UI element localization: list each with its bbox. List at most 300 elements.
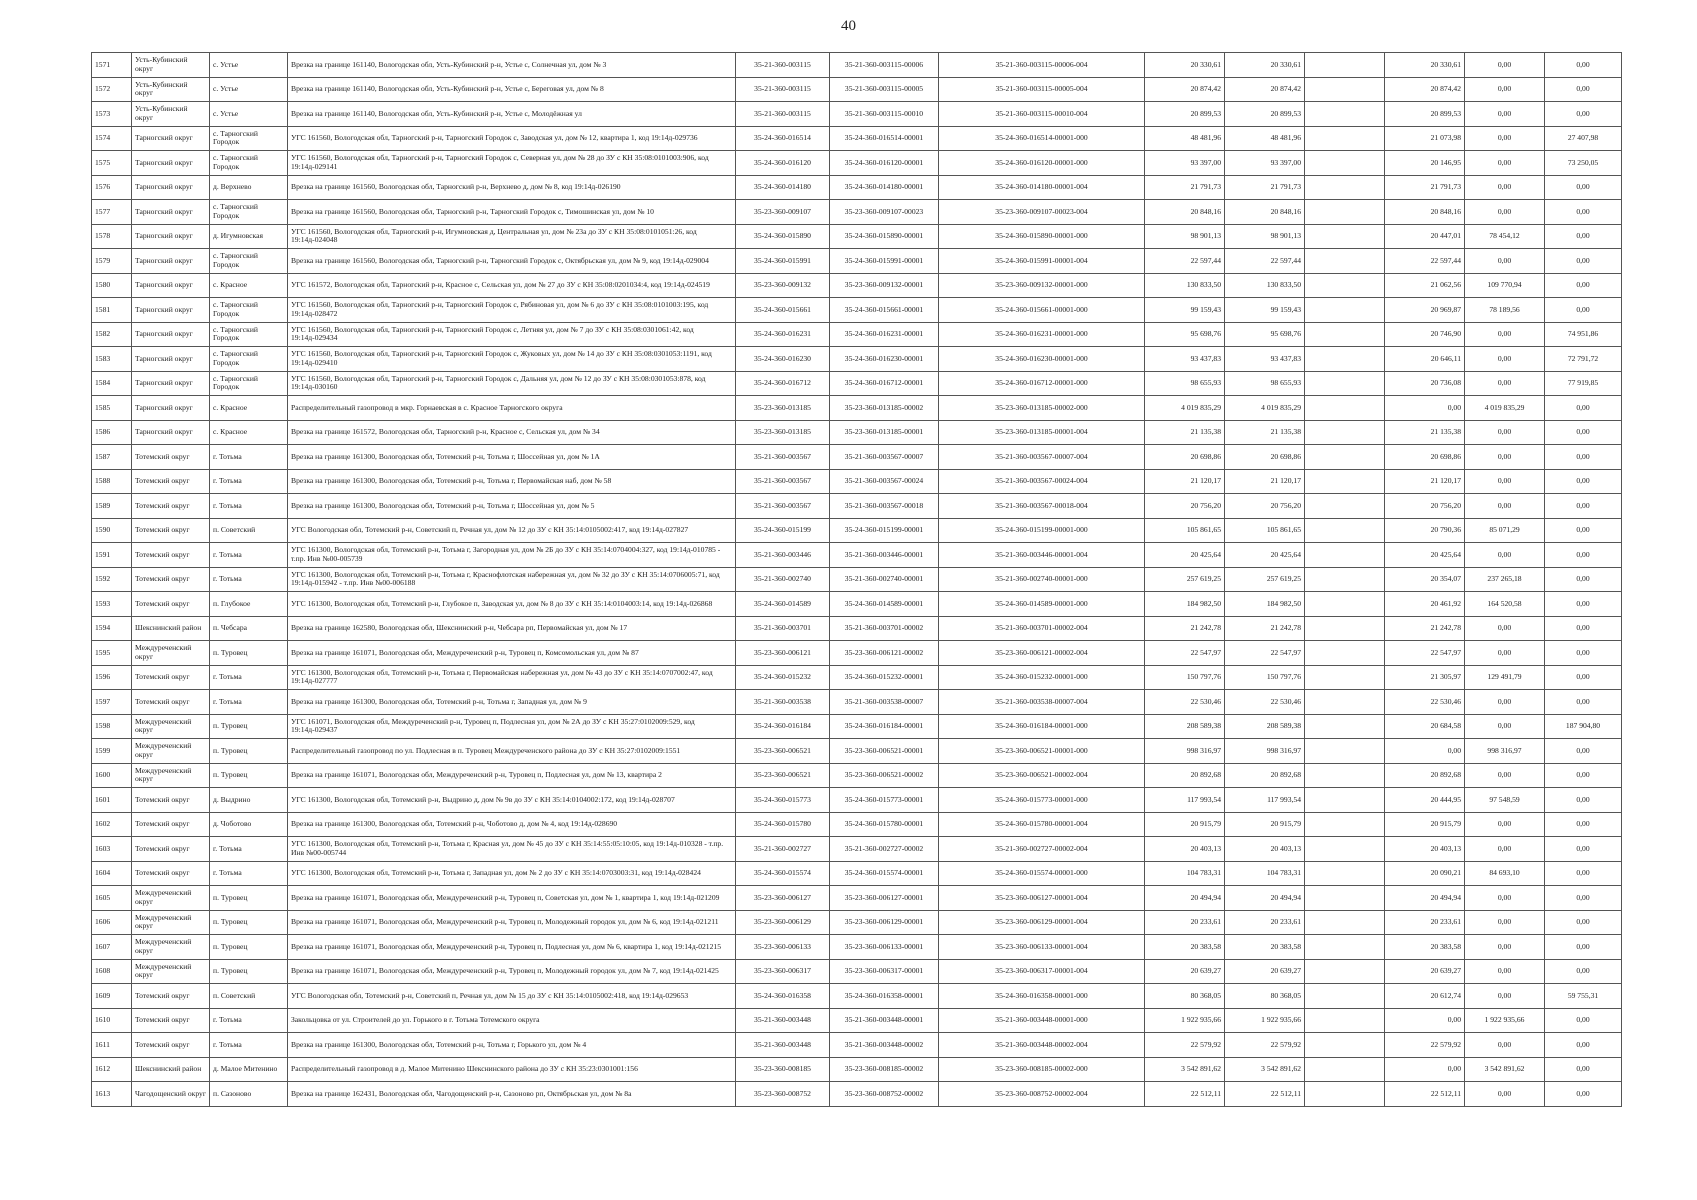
cost-part-b-cell: 0,00 [1465, 445, 1545, 470]
object-description-cell: УГС 161560, Вологодская обл, Тарногский р-н, Тарногский Городок с, Заводская ул, дом № 12, квартира 1, код 19:14д-029736 [288, 126, 736, 151]
cost-part-a-cell: 21 242,78 [1385, 616, 1465, 641]
element-code-cell: 35-24-360-015780-00001-004 [939, 812, 1145, 837]
element-code-cell: 35-24-360-016230-00001-000 [939, 347, 1145, 372]
element-code-cell: 35-24-360-014589-00001-000 [939, 592, 1145, 617]
cost-part-a-cell: 20 684,58 [1385, 714, 1465, 739]
cost-total-cell: 3 542 891,62 [1145, 1057, 1225, 1082]
settlement-cell: г. Тотьма [210, 543, 288, 568]
element-code-cell: 35-24-360-016514-00001-000 [939, 126, 1145, 151]
row-number-cell: 1588 [92, 469, 132, 494]
object-code-cell: 35-24-360-015199-00001 [830, 518, 939, 543]
element-code-cell: 35-21-360-003701-00002-004 [939, 616, 1145, 641]
object-description-cell: Врезка на границе 161071, Вологодская обл, Междуреченский р-н, Туровец п, Молодежный городок ул, дом № 6, код 19:14д-021211 [288, 910, 736, 935]
object-description-cell: УГС 161560, Вологодская обл, Тарногский р-н, Тарногский Городок с, Рябиновая ул, дом № 6 до ЗУ с КН 35:08:0101003:195, код 19:14д-028472 [288, 298, 736, 323]
district-cell: Тотемский округ [132, 567, 210, 592]
cost-total-cell: 1 922 935,66 [1145, 1008, 1225, 1033]
empty-cell-cell [1305, 347, 1385, 372]
table-row [92, 445, 1622, 470]
object-code-cell: 35-24-360-016120-00001 [830, 151, 939, 176]
element-code-cell: 35-23-360-006521-00001-000 [939, 739, 1145, 764]
row-number-cell: 1610 [92, 1008, 132, 1033]
object-code-cell: 35-21-360-003448-00001 [830, 1008, 939, 1033]
table-row [92, 935, 1622, 960]
object-code-cell: 35-24-360-015773-00001 [830, 788, 939, 813]
row-number-cell: 1571 [92, 53, 132, 78]
settlement-cell: с. Тарногский Городок [210, 298, 288, 323]
cost-part-a-cell: 20 915,79 [1385, 812, 1465, 837]
group-code-cell: 35-21-360-003115 [736, 53, 830, 78]
cost-with-vat-cell: 104 783,31 [1225, 861, 1305, 886]
group-code-cell: 35-21-360-003115 [736, 77, 830, 102]
cost-part-a-cell: 21 062,56 [1385, 273, 1465, 298]
element-code-cell: 35-24-360-015232-00001-000 [939, 665, 1145, 690]
cost-part-c-cell: 0,00 [1545, 494, 1622, 519]
settlement-cell: с. Тарногский Городок [210, 371, 288, 396]
settlement-cell: г. Тотьма [210, 665, 288, 690]
object-code-cell: 35-23-360-006317-00001 [830, 959, 939, 984]
cost-part-c-cell: 0,00 [1545, 77, 1622, 102]
element-code-cell: 35-21-360-003448-00001-000 [939, 1008, 1145, 1033]
district-cell: Тарногский округ [132, 175, 210, 200]
row-number-cell: 1582 [92, 322, 132, 347]
element-code-cell: 35-24-360-015773-00001-000 [939, 788, 1145, 813]
cost-total-cell: 130 833,50 [1145, 273, 1225, 298]
empty-cell-cell [1305, 249, 1385, 274]
object-description-cell: Распределительный газопровод по ул. Подлесная в п. Туровец Междуреченского района до ЗУ с КН 35:27:0102009:1551 [288, 739, 736, 764]
empty-cell-cell [1305, 788, 1385, 813]
district-cell: Шекснинский район [132, 1057, 210, 1082]
cost-part-a-cell: 20 899,53 [1385, 102, 1465, 127]
district-cell: Междуреченский округ [132, 763, 210, 788]
settlement-cell: п. Туровец [210, 886, 288, 911]
cost-total-cell: 20 698,86 [1145, 445, 1225, 470]
empty-cell-cell [1305, 469, 1385, 494]
cost-part-b-cell: 998 316,97 [1465, 739, 1545, 764]
empty-cell-cell [1305, 151, 1385, 176]
cost-total-cell: 22 547,97 [1145, 641, 1225, 666]
settlement-cell: г. Тотьма [210, 494, 288, 519]
object-description-cell: УГС 161560, Вологодская обл, Тарногский р-н, Тарногский Городок с, Дальняя ул, дом № 12 до ЗУ с КН 35:08:0301053:878, код 19:14д-030160 [288, 371, 736, 396]
table-row [92, 1057, 1622, 1082]
table-row [92, 567, 1622, 592]
cost-total-cell: 21 120,17 [1145, 469, 1225, 494]
table-row [92, 1082, 1622, 1107]
element-code-cell: 35-21-360-003567-00018-004 [939, 494, 1145, 519]
table-row [92, 592, 1622, 617]
element-code-cell: 35-23-360-008185-00002-000 [939, 1057, 1145, 1082]
cost-part-c-cell: 0,00 [1545, 910, 1622, 935]
cost-total-cell: 117 993,54 [1145, 788, 1225, 813]
object-code-cell: 35-23-360-009132-00001 [830, 273, 939, 298]
cost-part-b-cell: 0,00 [1465, 910, 1545, 935]
cost-part-b-cell: 0,00 [1465, 322, 1545, 347]
row-number-cell: 1590 [92, 518, 132, 543]
group-code-cell: 35-24-360-016514 [736, 126, 830, 151]
district-cell: Тарногский округ [132, 347, 210, 372]
group-code-cell: 35-24-360-016120 [736, 151, 830, 176]
object-description-cell: УГС 161300, Вологодская обл, Тотемский р-н, Глубокое п, Заводская ул, дом № 8 до ЗУ с КН 35:14:0104003:14, код 19:14д-026868 [288, 592, 736, 617]
cost-part-c-cell: 0,00 [1545, 200, 1622, 225]
element-code-cell: 35-23-360-006521-00002-004 [939, 763, 1145, 788]
cost-with-vat-cell: 1 922 935,66 [1225, 1008, 1305, 1033]
cost-with-vat-cell: 184 982,50 [1225, 592, 1305, 617]
object-description-cell: Врезка на границе 161300, Вологодская обл, Тотемский р-н, Тотьма г, Шоссейная ул, дом № 1А [288, 445, 736, 470]
empty-cell-cell [1305, 445, 1385, 470]
group-code-cell: 35-23-360-006129 [736, 910, 830, 935]
cost-part-a-cell: 20 403,13 [1385, 837, 1465, 862]
group-code-cell: 35-23-360-006521 [736, 763, 830, 788]
empty-cell-cell [1305, 1082, 1385, 1107]
group-code-cell: 35-24-360-016358 [736, 984, 830, 1009]
element-code-cell: 35-24-360-015199-00001-000 [939, 518, 1145, 543]
group-code-cell: 35-23-360-013185 [736, 420, 830, 445]
table-row [92, 273, 1622, 298]
page-number: 40 [841, 18, 856, 34]
district-cell: Тотемский округ [132, 665, 210, 690]
group-code-cell: 35-24-360-015890 [736, 224, 830, 249]
cost-part-a-cell: 22 530,46 [1385, 690, 1465, 715]
cost-with-vat-cell: 21 135,38 [1225, 420, 1305, 445]
cost-part-a-cell: 0,00 [1385, 1057, 1465, 1082]
element-code-cell: 35-21-360-003115-00005-004 [939, 77, 1145, 102]
cost-with-vat-cell: 20 383,58 [1225, 935, 1305, 960]
cost-part-c-cell: 0,00 [1545, 690, 1622, 715]
object-code-cell: 35-21-360-002727-00002 [830, 837, 939, 862]
group-code-cell: 35-24-360-015574 [736, 861, 830, 886]
object-code-cell: 35-21-360-003446-00001 [830, 543, 939, 568]
cost-part-c-cell: 0,00 [1545, 739, 1622, 764]
table-row [92, 371, 1622, 396]
district-cell: Тарногский округ [132, 322, 210, 347]
settlement-cell: п. Туровец [210, 739, 288, 764]
cost-part-c-cell: 0,00 [1545, 543, 1622, 568]
element-code-cell: 35-23-360-008752-00002-004 [939, 1082, 1145, 1107]
table-row [92, 396, 1622, 421]
cost-total-cell: 20 874,42 [1145, 77, 1225, 102]
table-row [92, 224, 1622, 249]
cost-part-c-cell: 0,00 [1545, 665, 1622, 690]
cost-total-cell: 93 397,00 [1145, 151, 1225, 176]
settlement-cell: п. Туровец [210, 910, 288, 935]
cost-part-b-cell: 0,00 [1465, 984, 1545, 1009]
district-cell: Тарногский округ [132, 273, 210, 298]
cost-total-cell: 105 861,65 [1145, 518, 1225, 543]
empty-cell-cell [1305, 984, 1385, 1009]
object-description-cell: Врезка на границе 161300, Вологодская обл, Тотемский р-н, Тотьма г, Шоссейная ул, дом № 5 [288, 494, 736, 519]
district-cell: Междуреченский округ [132, 935, 210, 960]
object-code-cell: 35-21-360-003115-00010 [830, 102, 939, 127]
table-row [92, 518, 1622, 543]
cost-total-cell: 257 619,25 [1145, 567, 1225, 592]
district-cell: Междуреченский округ [132, 641, 210, 666]
row-number-cell: 1581 [92, 298, 132, 323]
empty-cell-cell [1305, 1033, 1385, 1058]
settlement-cell: с. Тарногский Городок [210, 249, 288, 274]
row-number-cell: 1592 [92, 567, 132, 592]
table-row [92, 151, 1622, 176]
cost-total-cell: 99 159,43 [1145, 298, 1225, 323]
object-description-cell: УГС 161300, Вологодская обл, Тотемский р-н, Выдрино д, дом № 9в до ЗУ с КН 35:14:0104002:172, код 19:14д-028707 [288, 788, 736, 813]
cost-with-vat-cell: 20 425,64 [1225, 543, 1305, 568]
cost-total-cell: 184 982,50 [1145, 592, 1225, 617]
object-description-cell: Врезка на границе 161560, Вологодская обл, Тарногский р-н, Тарногский Городок с, Тимошинская ул, дом № 10 [288, 200, 736, 225]
cost-total-cell: 21 791,73 [1145, 175, 1225, 200]
district-cell: Тотемский округ [132, 861, 210, 886]
settlement-cell: п. Туровец [210, 959, 288, 984]
cost-part-b-cell: 0,00 [1465, 935, 1545, 960]
cost-part-c-cell: 0,00 [1545, 616, 1622, 641]
empty-cell-cell [1305, 861, 1385, 886]
element-code-cell: 35-23-360-009132-00001-000 [939, 273, 1145, 298]
cost-part-b-cell: 0,00 [1465, 690, 1545, 715]
cost-part-c-cell: 0,00 [1545, 763, 1622, 788]
group-code-cell: 35-21-360-003567 [736, 494, 830, 519]
object-code-cell: 35-24-360-016184-00001 [830, 714, 939, 739]
settlement-cell: с. Красное [210, 396, 288, 421]
district-cell: Тотемский округ [132, 494, 210, 519]
object-description-cell: УГС 161560, Вологодская обл, Тарногский р-н, Игумновская д, Центральная ул, дом № 23а до ЗУ с КН 35:08:0101051:26, код 19:14д-024048 [288, 224, 736, 249]
object-code-cell: 35-23-360-006133-00001 [830, 935, 939, 960]
element-code-cell: 35-24-360-016712-00001-000 [939, 371, 1145, 396]
row-number-cell: 1587 [92, 445, 132, 470]
cost-with-vat-cell: 22 547,97 [1225, 641, 1305, 666]
row-number-cell: 1589 [92, 494, 132, 519]
element-code-cell: 35-24-360-016120-00001-000 [939, 151, 1145, 176]
cost-part-a-cell: 20 639,27 [1385, 959, 1465, 984]
cost-part-b-cell: 129 491,79 [1465, 665, 1545, 690]
empty-cell-cell [1305, 175, 1385, 200]
cost-part-b-cell: 0,00 [1465, 1033, 1545, 1058]
row-number-cell: 1605 [92, 886, 132, 911]
group-code-cell: 35-24-360-015780 [736, 812, 830, 837]
object-code-cell: 35-24-360-016358-00001 [830, 984, 939, 1009]
cost-part-b-cell: 85 071,29 [1465, 518, 1545, 543]
cost-part-a-cell: 21 135,38 [1385, 420, 1465, 445]
district-cell: Тарногский округ [132, 249, 210, 274]
element-code-cell: 35-21-360-003115-00010-004 [939, 102, 1145, 127]
empty-cell-cell [1305, 53, 1385, 78]
cost-part-a-cell: 22 547,97 [1385, 641, 1465, 666]
empty-cell-cell [1305, 641, 1385, 666]
empty-cell-cell [1305, 298, 1385, 323]
cost-with-vat-cell: 117 993,54 [1225, 788, 1305, 813]
cost-part-a-cell: 20 090,21 [1385, 861, 1465, 886]
cost-total-cell: 20 639,27 [1145, 959, 1225, 984]
empty-cell-cell [1305, 1057, 1385, 1082]
cost-total-cell: 998 316,97 [1145, 739, 1225, 764]
cost-part-b-cell: 0,00 [1465, 543, 1545, 568]
cost-part-b-cell: 0,00 [1465, 714, 1545, 739]
table-row [92, 322, 1622, 347]
cost-part-c-cell: 0,00 [1545, 592, 1622, 617]
cost-part-c-cell: 0,00 [1545, 249, 1622, 274]
district-cell: Тарногский округ [132, 420, 210, 445]
empty-cell-cell [1305, 322, 1385, 347]
district-cell: Тарногский округ [132, 151, 210, 176]
object-description-cell: Врезка на границе 161071, Вологодская обл, Междуреченский р-н, Туровец п, Молодежный городок ул, дом № 7, код 19:14д-021425 [288, 959, 736, 984]
table-row [92, 739, 1622, 764]
object-description-cell: УГС 161572, Вологодская обл, Тарногский р-н, Красное с, Сельская ул, дом № 27 до ЗУ с КН 35:08:0201034:4, код 19:14д-024519 [288, 273, 736, 298]
cost-part-a-cell: 20 736,08 [1385, 371, 1465, 396]
group-code-cell: 35-23-360-006121 [736, 641, 830, 666]
row-number-cell: 1611 [92, 1033, 132, 1058]
group-code-cell: 35-24-360-016184 [736, 714, 830, 739]
object-code-cell: 35-21-360-003567-00024 [830, 469, 939, 494]
object-description-cell: Закольцовка от ул. Строителей до ул. Горького в г. Тотьма Тотемского округа [288, 1008, 736, 1033]
table-row [92, 1008, 1622, 1033]
empty-cell-cell [1305, 77, 1385, 102]
row-number-cell: 1593 [92, 592, 132, 617]
group-code-cell: 35-21-360-003115 [736, 102, 830, 127]
cost-part-b-cell: 78 189,56 [1465, 298, 1545, 323]
cost-part-a-cell: 20 383,58 [1385, 935, 1465, 960]
cost-part-a-cell: 21 120,17 [1385, 469, 1465, 494]
row-number-cell: 1574 [92, 126, 132, 151]
settlement-cell: с. Устье [210, 102, 288, 127]
group-code-cell: 35-21-360-002740 [736, 567, 830, 592]
cost-part-c-cell: 0,00 [1545, 1033, 1622, 1058]
table-row [92, 861, 1622, 886]
object-code-cell: 35-24-360-016230-00001 [830, 347, 939, 372]
object-description-cell: Врезка на границе 161572, Вологодская обл, Тарногский р-н, Красное с, Сельская ул, дом № 34 [288, 420, 736, 445]
row-number-cell: 1595 [92, 641, 132, 666]
cost-with-vat-cell: 93 397,00 [1225, 151, 1305, 176]
row-number-cell: 1579 [92, 249, 132, 274]
cost-part-a-cell: 20 756,20 [1385, 494, 1465, 519]
row-number-cell: 1612 [92, 1057, 132, 1082]
row-number-cell: 1575 [92, 151, 132, 176]
empty-cell-cell [1305, 935, 1385, 960]
table-row [92, 102, 1622, 127]
row-number-cell: 1607 [92, 935, 132, 960]
object-description-cell: УГС 161560, Вологодская обл, Тарногский р-н, Тарногский Городок с, Жуковых ул, дом № 14 до ЗУ с КН 35:08:0301053:1191, код 19:14д-029410 [288, 347, 736, 372]
cost-part-a-cell: 22 579,92 [1385, 1033, 1465, 1058]
object-description-cell: Врезка на границе 162431, Вологодская обл, Чагодощенский р-н, Сазоново рп, Октябрьская ул, дом № 8а [288, 1082, 736, 1107]
table-row [92, 616, 1622, 641]
group-code-cell: 35-21-360-003448 [736, 1008, 830, 1033]
cost-part-c-cell: 0,00 [1545, 641, 1622, 666]
cost-total-cell: 208 589,38 [1145, 714, 1225, 739]
cost-part-c-cell: 0,00 [1545, 224, 1622, 249]
row-number-cell: 1583 [92, 347, 132, 372]
cost-part-c-cell: 0,00 [1545, 420, 1622, 445]
cost-part-c-cell: 0,00 [1545, 298, 1622, 323]
table-row [92, 77, 1622, 102]
group-code-cell: 35-24-360-015232 [736, 665, 830, 690]
table-row [92, 53, 1622, 78]
element-code-cell: 35-24-360-015574-00001-000 [939, 861, 1145, 886]
district-cell: Тарногский округ [132, 224, 210, 249]
empty-cell-cell [1305, 102, 1385, 127]
group-code-cell: 35-23-360-006127 [736, 886, 830, 911]
cost-total-cell: 21 135,38 [1145, 420, 1225, 445]
cost-total-cell: 95 698,76 [1145, 322, 1225, 347]
cost-with-vat-cell: 80 368,05 [1225, 984, 1305, 1009]
settlement-cell: с. Тарногский Городок [210, 347, 288, 372]
cost-part-a-cell: 22 512,11 [1385, 1082, 1465, 1107]
object-description-cell: Распределительный газопровод в мкр. Горнаевская в с. Красное Тарногского округа [288, 396, 736, 421]
settlement-cell: п. Туровец [210, 935, 288, 960]
row-number-cell: 1601 [92, 788, 132, 813]
table-row [92, 543, 1622, 568]
cost-part-c-cell: 0,00 [1545, 445, 1622, 470]
cost-total-cell: 104 783,31 [1145, 861, 1225, 886]
row-number-cell: 1598 [92, 714, 132, 739]
cost-part-a-cell: 20 494,94 [1385, 886, 1465, 911]
table-row [92, 837, 1622, 862]
row-number-cell: 1603 [92, 837, 132, 862]
object-code-cell: 35-23-360-013185-00001 [830, 420, 939, 445]
cost-with-vat-cell: 93 437,83 [1225, 347, 1305, 372]
group-code-cell: 35-23-360-006133 [736, 935, 830, 960]
cost-part-c-cell: 0,00 [1545, 935, 1622, 960]
cost-part-b-cell: 0,00 [1465, 347, 1545, 372]
cost-part-b-cell: 1 922 935,66 [1465, 1008, 1545, 1033]
cost-part-c-cell: 0,00 [1545, 837, 1622, 862]
table-row [92, 347, 1622, 372]
cost-with-vat-cell: 20 698,86 [1225, 445, 1305, 470]
empty-cell-cell [1305, 592, 1385, 617]
cost-with-vat-cell: 99 159,43 [1225, 298, 1305, 323]
cost-with-vat-cell: 22 597,44 [1225, 249, 1305, 274]
cost-part-c-cell: 72 791,72 [1545, 347, 1622, 372]
element-code-cell: 35-24-360-015991-00001-004 [939, 249, 1145, 274]
cost-part-c-cell: 0,00 [1545, 469, 1622, 494]
cost-part-a-cell: 20 874,42 [1385, 77, 1465, 102]
table-row [92, 298, 1622, 323]
cost-part-a-cell: 20 892,68 [1385, 763, 1465, 788]
district-cell: Междуреченский округ [132, 910, 210, 935]
cost-with-vat-cell: 130 833,50 [1225, 273, 1305, 298]
cost-total-cell: 4 019 835,29 [1145, 396, 1225, 421]
object-code-cell: 35-24-360-015574-00001 [830, 861, 939, 886]
cost-with-vat-cell: 20 899,53 [1225, 102, 1305, 127]
object-code-cell: 35-23-360-008752-00002 [830, 1082, 939, 1107]
cost-with-vat-cell: 21 242,78 [1225, 616, 1305, 641]
cost-part-c-cell: 27 407,98 [1545, 126, 1622, 151]
object-code-cell: 35-24-360-016514-00001 [830, 126, 939, 151]
cost-part-b-cell: 0,00 [1465, 102, 1545, 127]
cost-part-c-cell: 0,00 [1545, 396, 1622, 421]
element-code-cell: 35-23-360-013185-00001-004 [939, 420, 1145, 445]
settlement-cell: г. Тотьма [210, 567, 288, 592]
row-number-cell: 1606 [92, 910, 132, 935]
table-row [92, 690, 1622, 715]
cost-part-b-cell: 0,00 [1465, 371, 1545, 396]
table-row [92, 788, 1622, 813]
cost-with-vat-cell: 22 579,92 [1225, 1033, 1305, 1058]
object-code-cell: 35-23-360-013185-00002 [830, 396, 939, 421]
group-code-cell: 35-21-360-003446 [736, 543, 830, 568]
settlement-cell: п. Чебсара [210, 616, 288, 641]
cost-part-a-cell: 20 848,16 [1385, 200, 1465, 225]
cost-part-b-cell: 0,00 [1465, 469, 1545, 494]
cost-part-b-cell: 84 693,10 [1465, 861, 1545, 886]
cost-part-c-cell: 73 250,05 [1545, 151, 1622, 176]
cost-part-b-cell: 0,00 [1465, 959, 1545, 984]
cost-part-c-cell: 59 755,31 [1545, 984, 1622, 1009]
registry-table [91, 52, 1622, 1107]
cost-with-vat-cell: 20 233,61 [1225, 910, 1305, 935]
cost-total-cell: 20 915,79 [1145, 812, 1225, 837]
cost-part-a-cell: 0,00 [1385, 739, 1465, 764]
group-code-cell: 35-23-360-013185 [736, 396, 830, 421]
object-code-cell: 35-23-360-006521-00002 [830, 763, 939, 788]
cost-total-cell: 20 403,13 [1145, 837, 1225, 862]
object-code-cell: 35-24-360-015780-00001 [830, 812, 939, 837]
cost-part-a-cell: 20 354,07 [1385, 567, 1465, 592]
object-description-cell: УГС 161560, Вологодская обл, Тарногский р-н, Тарногский Городок с, Северная ул, дом № 28 до ЗУ с КН 35:08:0101003:906, код 19:14д-029141 [288, 151, 736, 176]
